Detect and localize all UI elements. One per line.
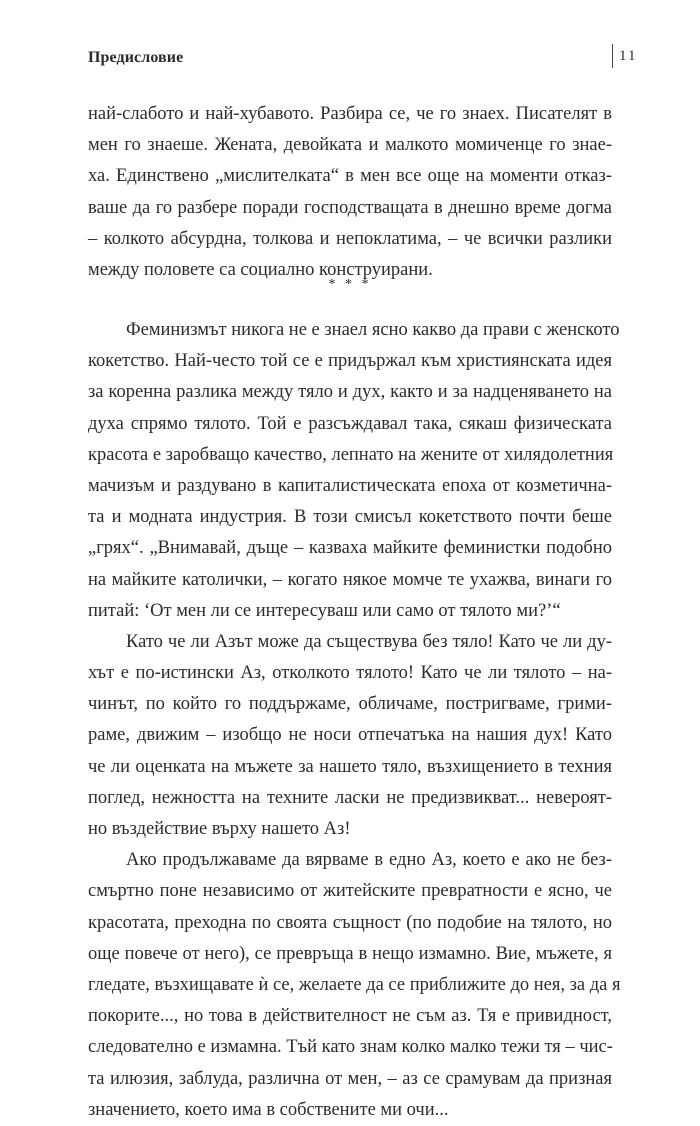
paragraph-3 xyxy=(88,627,612,845)
text-line: поглед, нежността на техните ласки не предизвикват... невероят- xyxy=(88,787,612,808)
text-line: смъртно поне независимо от житейските превратности е ясно, че xyxy=(88,881,612,902)
body-text xyxy=(88,315,621,1126)
text-line: между половете са социално конструирани. xyxy=(88,259,433,280)
paragraph-4 xyxy=(88,845,621,1126)
text-line: та и модната индустрия. В този смисъл кокетството почти беше xyxy=(88,507,612,528)
text-line: кокетство. Най-често той се е придържал към християнската идея xyxy=(88,351,612,372)
text-line: красота е заробващо качество, лепнато на жените от хилядолетния xyxy=(88,444,614,465)
text-line: гледате, възхищавате ѝ се, желаете да се приближите до нея, за да я xyxy=(88,974,621,995)
folio-rule xyxy=(612,44,613,68)
text-line: мен го знаеше. Жената, девойката и малкото момиченце го знае- xyxy=(88,135,612,156)
text-line: раме, движим – изобщо не носи отпечатъка на нашия дух! Като xyxy=(88,725,612,746)
text-line: хът е по-истински Аз, отколкото тялото! Като че ли тялото – на- xyxy=(88,663,612,684)
text-line: най-слабото и най-хубавото. Разбира се, че го знаех. Писателят в xyxy=(88,104,612,124)
text-line: ваше да го разбере поради господстващата в днешно време догма xyxy=(88,197,612,218)
text-line: покорите..., но това в действителност не съм аз. Тя е привидност, xyxy=(88,1006,612,1027)
text-line: следователно е измамна. Тъй като знам колко малко тежи тя – чис- xyxy=(88,1037,613,1058)
section-break: * * * xyxy=(328,277,372,292)
text-line: че ли оценката на мъжете за нашето тяло, възхищението в техния xyxy=(88,756,612,777)
text-line: красотата, преходна по своята същност (по подобие на тялото, но xyxy=(88,912,612,933)
text-line: Феминизмът никога не е знаел ясно какво да прави с женското xyxy=(126,320,620,340)
text-line: ха. Единствено „мислителката“ в мен все още на моменти отказ- xyxy=(88,166,612,187)
text-line: питай: ‘От мен ли се интересуваш или само от тялото ми?’“ xyxy=(88,600,561,621)
folio xyxy=(612,44,637,68)
text-line: на майките католички, – когато някое момче те ухажва, винаги го xyxy=(88,569,612,590)
text-line: та илюзия, заблуда, различна от мен, – аз се срамувам да призная xyxy=(88,1068,612,1089)
text-line: но въздействие върху нашето Аз! xyxy=(88,819,351,839)
text-line: значението, което има в собствените ми очи... xyxy=(88,1099,449,1120)
text-line: – колкото абсурдна, толкова и непоклатима, – че всички разлики xyxy=(88,228,612,249)
text-line: „грях“. „Внимавай, дъще – казваха майките феминистки подобно xyxy=(88,538,612,559)
text-line: още повече от него), се превръща в нещо измамно. Вие, мъжете, я xyxy=(88,943,612,964)
paragraph-2 xyxy=(88,315,620,627)
running-title: Предисловие xyxy=(88,49,184,66)
page-number: 11 xyxy=(619,47,638,64)
paragraph-1 xyxy=(88,99,612,286)
text-line: за коренна разлика между тяло и дух, както и за надценяването на xyxy=(88,382,612,403)
text-line: Като че ли Азът може да съществува без тяло! Като че ли ду- xyxy=(126,631,612,652)
text-line: чинът, по който го поддържаме, обличаме, постригваме, грими- xyxy=(88,694,612,715)
text-line: мачизъм и раздувано в капиталистическата епоха от козметична- xyxy=(88,475,612,496)
text-line: духа спрямо тялото. Той е разсъждавал така, сякаш физическата xyxy=(88,413,612,434)
text-line: Ако продължаваме да вярваме в едно Аз, което е ако не без- xyxy=(126,850,612,871)
